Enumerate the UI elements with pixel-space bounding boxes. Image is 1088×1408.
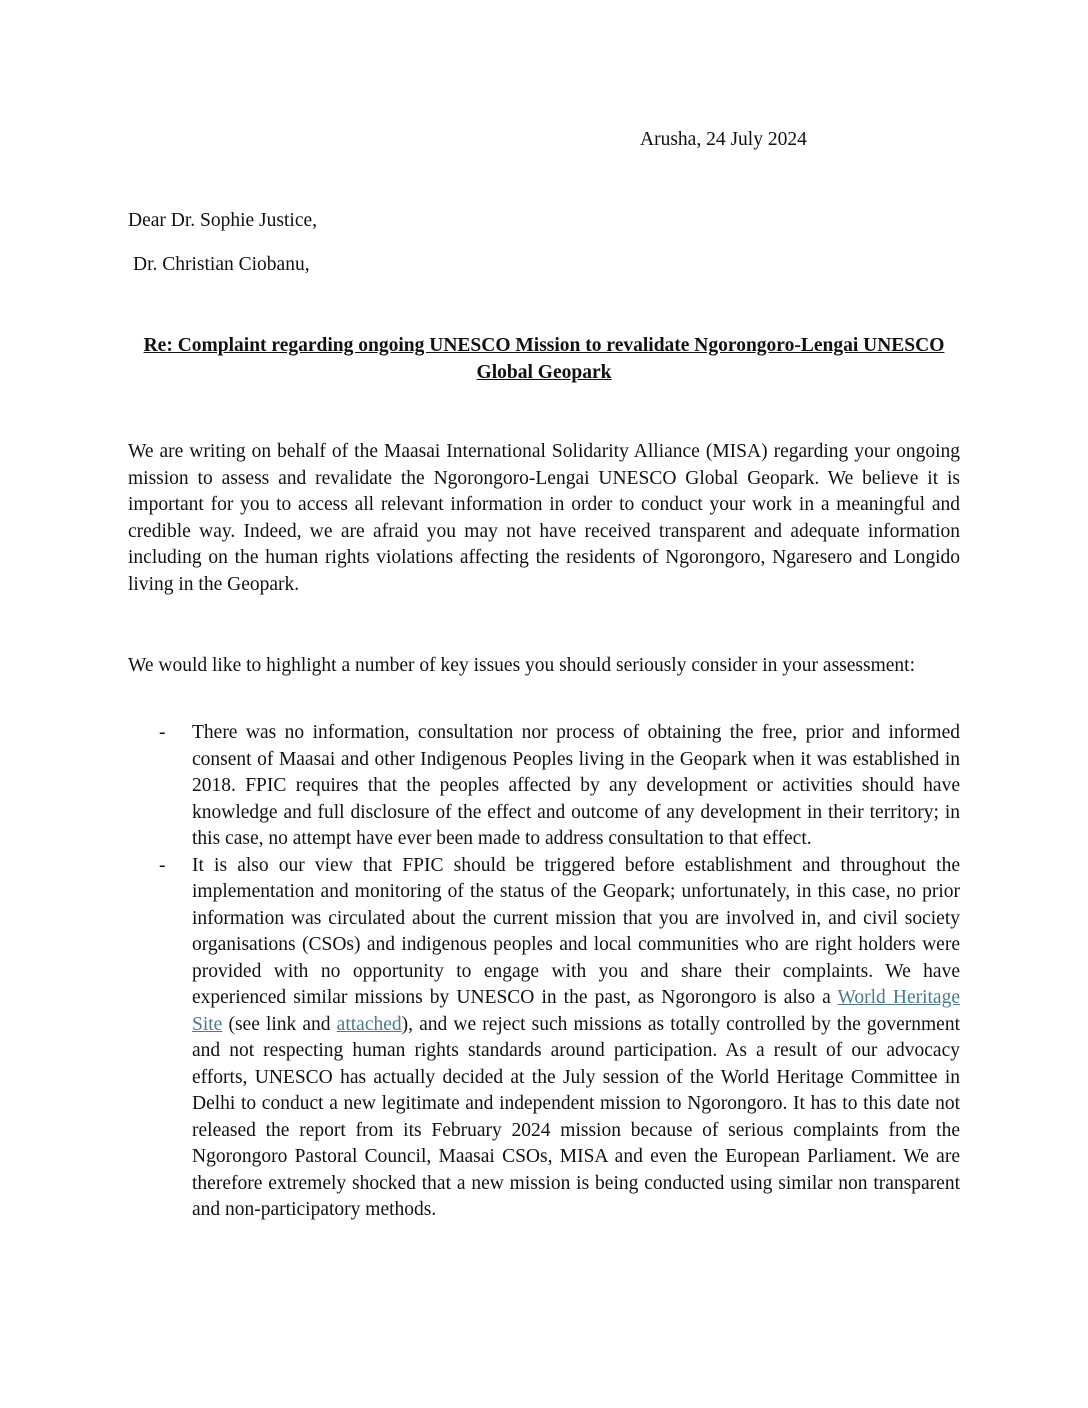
bullet-text-part: ), and we reject such missions as totally controlled by the government and not respecting human rights standards around participation. As a result of our advocacy efforts, UNESCO has actually decided at the July session of the World Heritage Committee in Delhi to conduct a new legitimate and independent mission to Ngorongoro. It has to this date not released the report from its February 2024 mission because of serious complaints from the Ngorongoro Pastoral Council, Maasai CSOs, MISA and even the European Parliament. We are therefore extremely shocked that a new mission is being conducted using similar non transparent and non-participatory methods. xyxy=(192,1013,960,1220)
bullet-dash: - xyxy=(159,722,166,743)
world-heritage-site-link[interactable]: World Heritage Site xyxy=(192,987,960,1035)
list-item xyxy=(128,720,960,853)
bullet-text-part: (see link and xyxy=(222,1013,337,1035)
bullet-text-part: It is also our view that FPIC should be triggered before establishment and throughout the implementation and monitoring of the status of the Geopark; unfortunately, in this case, no prior information was circulated about the current mission that you are involved in, and civil society organisations (CSOs) and indigenous peoples and local communities who are right holders were provided with no opportunity to engage with you and share their complaints. We have experienced similar missions by UNESCO in the past, as Ngorongoro is also a xyxy=(192,854,960,1008)
bullet-dash: - xyxy=(159,854,166,876)
salutation-secondary: Dr. Christian Ciobanu, xyxy=(133,254,310,275)
date-line: Arusha, 24 July 2024 xyxy=(640,129,807,150)
salutation-primary: Dear Dr. Sophie Justice, xyxy=(128,210,318,231)
issues-list xyxy=(128,720,960,1224)
list-item xyxy=(128,853,960,1224)
intro-paragraph: We are writing on behalf of the Maasai International Solidarity Alliance (MISA) regarding your ongoing mission to assess and revalidate the Ngorongoro-Lengai UNESCO Global Geopark. We believe it is important for you to access all relevant information in order to conduct your work in a meaningful and credible way. Indeed, we are afraid you may not have received transparent and adequate information including on the human rights violations affecting the residents of Ngorongoro, Ngaresero and Longido living in the Geopark. xyxy=(128,441,960,595)
subject-heading: Re: Complaint regarding ongoing UNESCO Mission to revalidate Ngorongoro-Lengai UNESCO Global Geopark xyxy=(143,335,945,383)
attached-link[interactable]: attached xyxy=(336,1013,402,1035)
issues-intro-paragraph: We would like to highlight a number of key issues you should seriously consider in your assessment: xyxy=(128,655,915,676)
bullet-text-fpic-consent: There was no information, consultation nor process of obtaining the free, prior and informed consent of Maasai and other Indigenous Peoples living in the Geopark when it was established in 2018. FPIC requires that the peoples affected by any development or activities should have knowledge and full disclosure of the effect and outcome of any development in their territory; in this case, no attempt have ever been made to address consultation to that effect. xyxy=(192,722,960,849)
